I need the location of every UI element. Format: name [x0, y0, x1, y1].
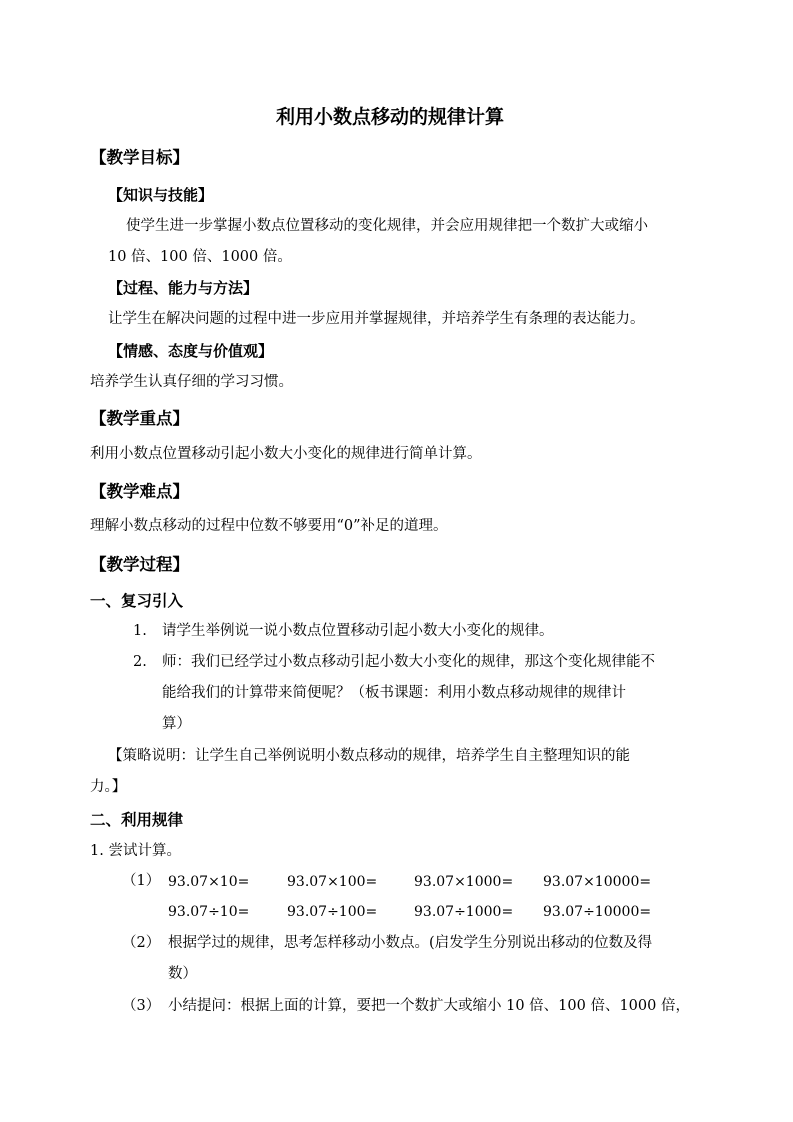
calc-row2-item2: 93.07÷100=	[287, 904, 378, 920]
review-item2-number: 2.	[133, 654, 147, 670]
review-item1-text: 请学生举例说一说小数点位置移动引起小数大小变化的规律。	[162, 623, 554, 639]
difficulty-heading: 【教学难点】	[90, 482, 189, 501]
calc-row2-item3: 93.07÷1000=	[414, 904, 514, 920]
question3-line1: 小结提问：根据上面的计算，要把一个数扩大或缩小 10 倍、100 倍、1000 倍，	[168, 998, 690, 1014]
calc-row2-item4: 93.07÷10000=	[543, 904, 652, 920]
process-ability-text: 让学生在解决问题的过程中进一步应用并掌握规律，并培养学生有条理的表达能力。	[108, 311, 645, 327]
objectives-heading: 【教学目标】	[90, 148, 189, 167]
strategy-note-line2: 力。】	[90, 779, 127, 795]
emotion-text: 培养学生认真仔细的学习习惯。	[90, 374, 293, 390]
question2-line2: 数）	[168, 966, 197, 982]
calc-row1-item4: 93.07×10000=	[543, 874, 652, 890]
question3-number: （3）	[122, 998, 161, 1014]
difficulty-text: 理解小数点移动的过程中位数不够要用“0”补足的道理。	[90, 518, 448, 534]
key-point-text: 利用小数点位置移动引起小数大小变化的规律进行简单计算。	[90, 446, 482, 462]
review-item2-line3: 算）	[162, 716, 191, 732]
teaching-process-heading: 【教学过程】	[90, 555, 189, 574]
review-item2-line2: 能给我们的计算带来简便呢？（板书课题：利用小数点移动规律的规律计	[162, 685, 626, 701]
knowledge-heading: 【知识与技能】	[108, 186, 214, 204]
calc-row1-item2: 93.07×100=	[287, 874, 378, 890]
review-item1-number: 1.	[133, 623, 147, 639]
calc-row2-item1: 93.07÷10=	[168, 904, 250, 920]
knowledge-text-line1: 使学生进一步掌握小数点位置移动的变化规律，并会应用规律把一个数扩大或缩小	[126, 218, 648, 234]
knowledge-text-line2: 10 倍、100 倍、1000 倍。	[108, 249, 292, 265]
strategy-note-line1: 【策略说明：让学生自己举例说明小数点移动的规律，培养学生自主整理知识的能	[108, 748, 630, 764]
question2-number: （2）	[122, 935, 161, 951]
review-item2-line1: 师：我们已经学过小数点移动引起小数大小变化的规律，那这个变化规律能不	[162, 654, 655, 670]
calc-row1-item3: 93.07×1000=	[414, 874, 514, 890]
apply-section-heading: 二、利用规律	[90, 810, 184, 829]
process-ability-heading: 【过程、能力与方法】	[108, 279, 259, 297]
question1-number: （1）	[122, 873, 161, 889]
apply-sub1-heading: 1. 尝试计算。	[90, 843, 181, 859]
key-point-heading: 【教学重点】	[90, 409, 189, 428]
calc-row1-item1: 93.07×10=	[168, 874, 250, 890]
emotion-heading: 【情感、态度与价值观】	[108, 342, 274, 360]
review-section-heading: 一、复习引入	[90, 591, 184, 610]
question2-line1: 根据学过的规律，思考怎样移动小数点。(启发学生分别说出移动的位数及得	[168, 935, 653, 951]
document-title: 利用小数点移动的规律计算	[276, 106, 505, 128]
